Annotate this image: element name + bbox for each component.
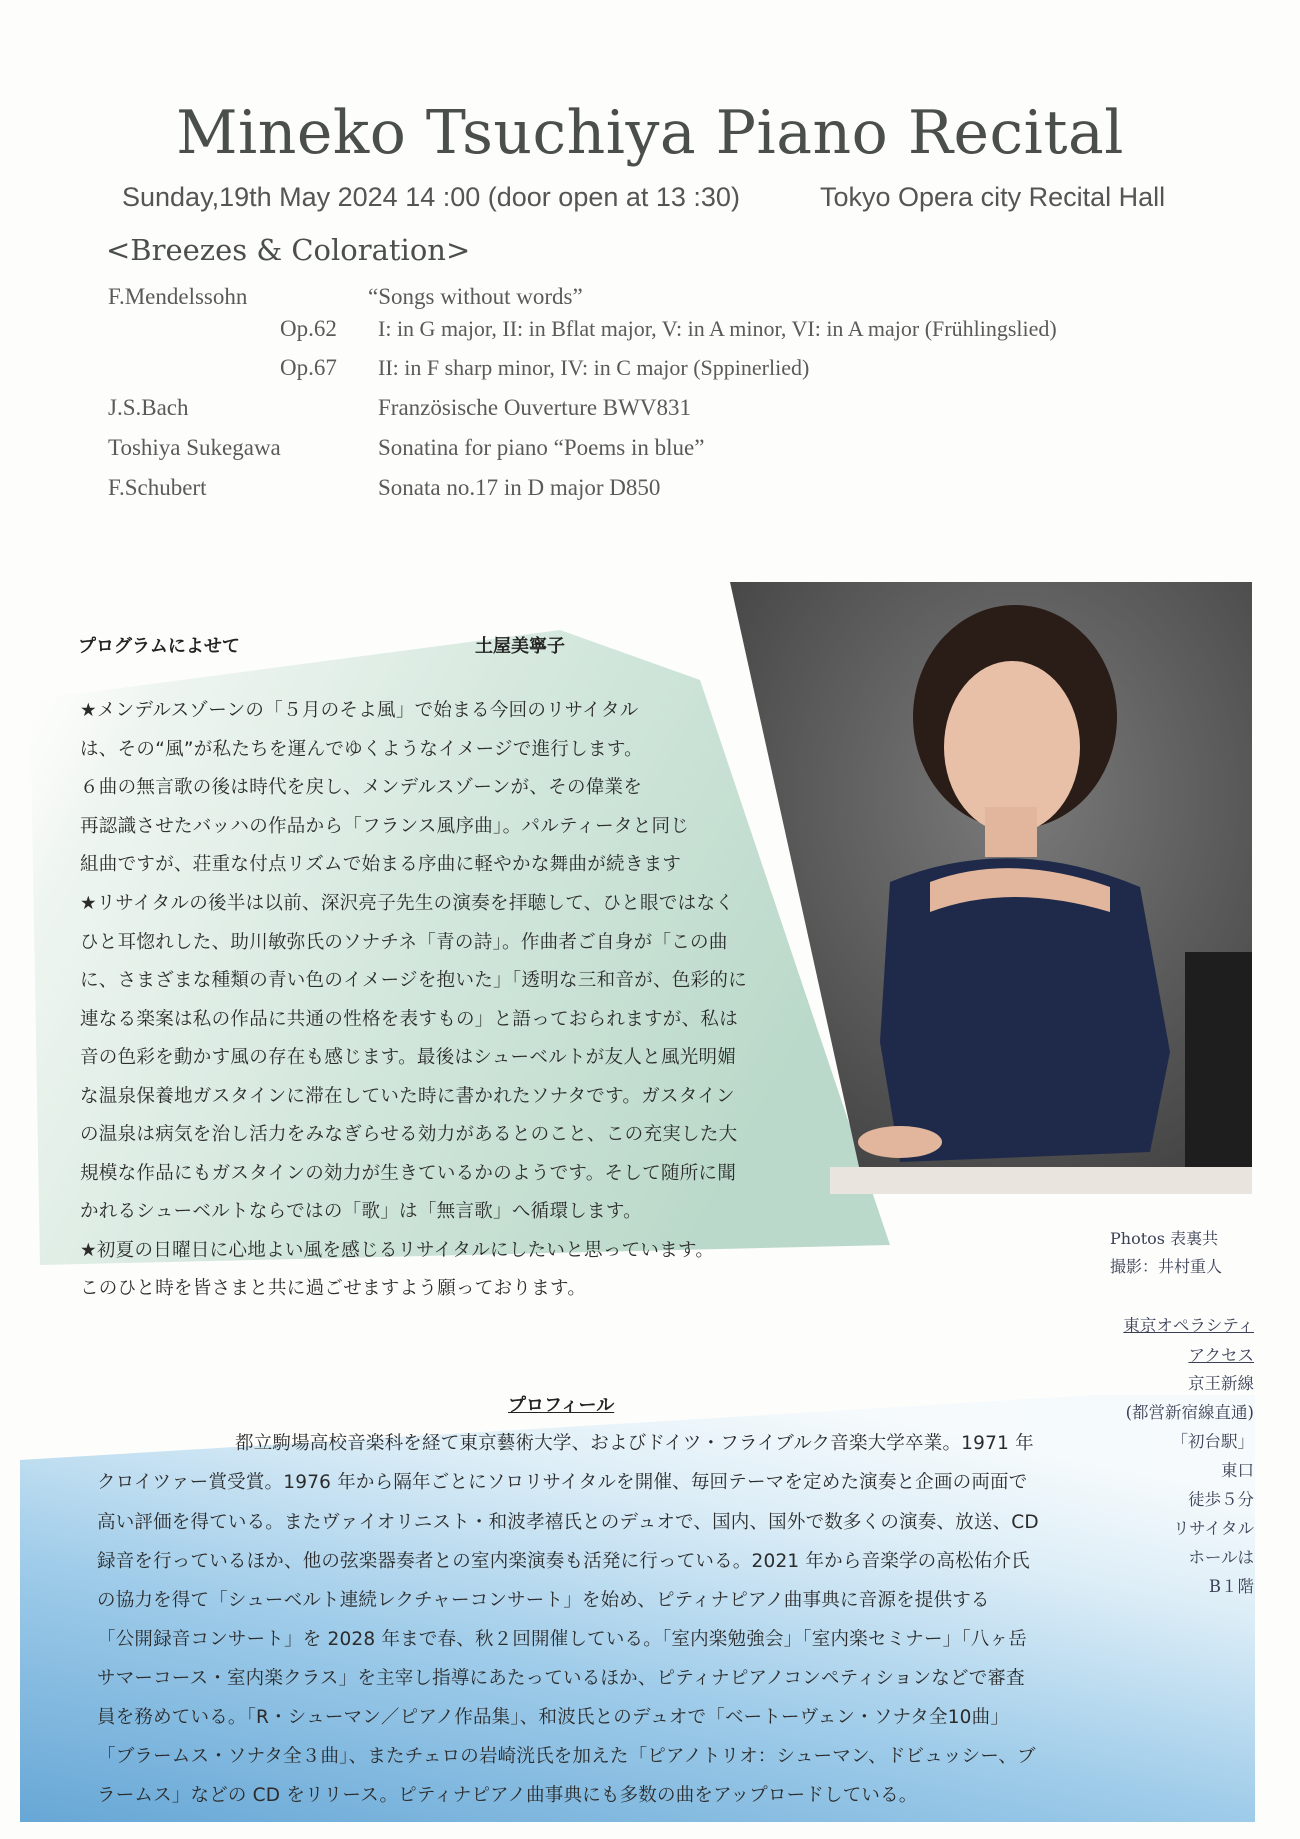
program-composer: Toshiya Sukegawa bbox=[108, 435, 281, 460]
access-line: 京王新線 bbox=[1188, 1374, 1254, 1393]
message-line: 連なる楽案は私の作品に共通の性格を表すもの」と語っておられますが、私は bbox=[80, 1009, 739, 1030]
program-opus: Op.62 bbox=[280, 316, 337, 341]
access-title: 東京オペラシティ bbox=[1123, 1316, 1254, 1335]
access-line: 「初台駅」 bbox=[1171, 1432, 1254, 1451]
message-line: 規模な作品にもガスタインの効力が生きているかのようです。そして随所に聞 bbox=[80, 1163, 737, 1184]
access-line: 東口 bbox=[1221, 1461, 1254, 1480]
program-work: Sonata no.17 in D major D850 bbox=[378, 475, 661, 500]
profile-line: 「公開録音コンサート」を 2028 年まで春、秋２回開催している。「室内楽勉強会」「室内楽セミナー」「八ヶ岳 bbox=[97, 1629, 1027, 1650]
profile-line: ラームス」などの CD をリリース。ピティナピアノ曲事典にも多数の曲をアップロードしている。 bbox=[97, 1785, 918, 1806]
message-author: 土屋美寧子 bbox=[475, 636, 565, 657]
access-line: (都営新宿線直通) bbox=[1125, 1403, 1254, 1422]
recital-subtitle: <Breezes & Coloration> bbox=[106, 233, 471, 267]
message-line: な温泉保養地ガスタインに滞在していた時に書かれたソナタです。ガスタイン bbox=[80, 1086, 735, 1107]
profile-line: クロイツァー賞受賞。1976 年から隔年ごとにソロリサイタルを開催、毎回テーマを定めた演奏と企画の両面で bbox=[97, 1472, 1028, 1493]
access-line: リサイタル bbox=[1172, 1519, 1254, 1538]
access-line: アクセス bbox=[1188, 1346, 1254, 1365]
message-line: 再認識させたバッハの作品から「フランス風序曲」。パルティータと同じ bbox=[80, 816, 690, 837]
profile-line: 都立駒場高校音楽科を経て東京藝術大学、およびドイツ・フライブルク音楽大学卒業。1971 年 bbox=[235, 1433, 1034, 1454]
profile-line: 高い評価を得ている。またヴァイオリニスト・和波孝禧氏とのデュオで、国内、国外で数多くの演奏、放送、CD bbox=[97, 1512, 1039, 1533]
message-line: は、その“風”が私たちを運んでゆくようなイメージで進行します。 bbox=[80, 739, 643, 760]
program-composer: F.Mendelssohn bbox=[108, 284, 248, 309]
message-line: かれるシューベルトならではの「歌」は「無言歌」へ循環します。 bbox=[80, 1201, 642, 1222]
message-line: ★リサイタルの後半は以前、深沢亮子先生の演奏を拝聴して、ひと眼ではなく bbox=[80, 893, 735, 914]
venue: Tokyo Opera city Recital Hall bbox=[820, 182, 1166, 212]
access-line: ホールは bbox=[1188, 1548, 1254, 1567]
program-opus: Op.67 bbox=[280, 355, 337, 380]
message-line: の温泉は病気を治し活力をみなぎらせる効力があるとのこと、この充実した大 bbox=[80, 1124, 738, 1145]
program-work: II: in F sharp minor, IV: in C major (Sppinerlied) bbox=[378, 355, 810, 380]
message-line: に、さまざまな種類の青い色のイメージを抱いた」「透明な三和音が、色彩的に bbox=[80, 970, 747, 991]
message-line: 組曲ですが、荘重な付点リズムで始まる序曲に軽やかな舞曲が続きます bbox=[80, 854, 682, 875]
pianist-photo bbox=[730, 582, 1252, 1194]
profile-line: の協力を得て「シューベルト連続レクチャーコンサート」を始め、ピティナピアノ曲事典に音源を提供する bbox=[97, 1590, 990, 1611]
date-time: Sunday,19th May 2024 14 :00 (door open at 13 :30) bbox=[122, 182, 740, 212]
program-composer: J.S.Bach bbox=[108, 395, 189, 420]
message-line: このひと時を皆さまと共に過ごせますよう願っております。 bbox=[80, 1278, 587, 1299]
message-line: ひと耳惚れした、助川敏弥氏のソナチネ「青の詩」。作曲者ご自身が「この曲 bbox=[80, 932, 728, 953]
photo-credit: Photos 表裏共 bbox=[1110, 1229, 1219, 1248]
message-line: ★初夏の日曜日に心地よい風を感じるリサイタルにしたいと思っています。 bbox=[80, 1240, 715, 1261]
message-line: ★メンデルスゾーンの「５月のそよ風」で始まる今回のリサイタル bbox=[80, 700, 639, 721]
access-line: B１階 bbox=[1208, 1577, 1254, 1596]
photo-credit: 撮影：井村重人 bbox=[1110, 1257, 1223, 1276]
message-heading: プログラムによせて bbox=[78, 636, 240, 657]
program-work: “Songs without words” bbox=[368, 284, 583, 309]
profile-line: 録音を行っているほか、他の弦楽器奏者との室内楽演奏も活発に行っている。2021 年から音楽学の高松佑介氏 bbox=[97, 1551, 1030, 1572]
profile-line: 員を務めている。「R・シューマン／ピアノ作品集」、和波氏とのデュオで「ベートーヴェン・ソナタ全10曲」 bbox=[97, 1707, 1010, 1728]
program-composer: F.Schubert bbox=[108, 475, 207, 500]
program-work: I: in G major, II: in Bflat major, V: in A minor, VI: in A major (Frühlingslied) bbox=[378, 316, 1057, 341]
program-work: Französische Ouverture BWV831 bbox=[378, 395, 691, 420]
profile-heading: プロフィール bbox=[508, 1395, 615, 1416]
access-line: 徒歩５分 bbox=[1188, 1490, 1254, 1509]
message-line: ６曲の無言歌の後は時代を戻し、メンデルスゾーンが、その偉業を bbox=[80, 777, 643, 798]
recital-title: Mineko Tsuchiya Piano Recital bbox=[176, 98, 1124, 168]
program-work: Sonatina for piano “Poems in blue” bbox=[378, 435, 705, 460]
profile-line: サマーコース・室内楽クラス」を主宰し指導にあたっているほか、ピティナピアノコンペティションなどで審査 bbox=[97, 1668, 1025, 1689]
profile-line: 「ブラームス・ソナタ全３曲」、またチェロの岩崎洸氏を加えた「ピアノトリオ：シューマン、ドビュッシー、ブ bbox=[97, 1746, 1036, 1767]
message-line: 音の色彩を動かす風の存在も感じます。最後はシューベルトが友人と風光明媚 bbox=[80, 1047, 737, 1068]
